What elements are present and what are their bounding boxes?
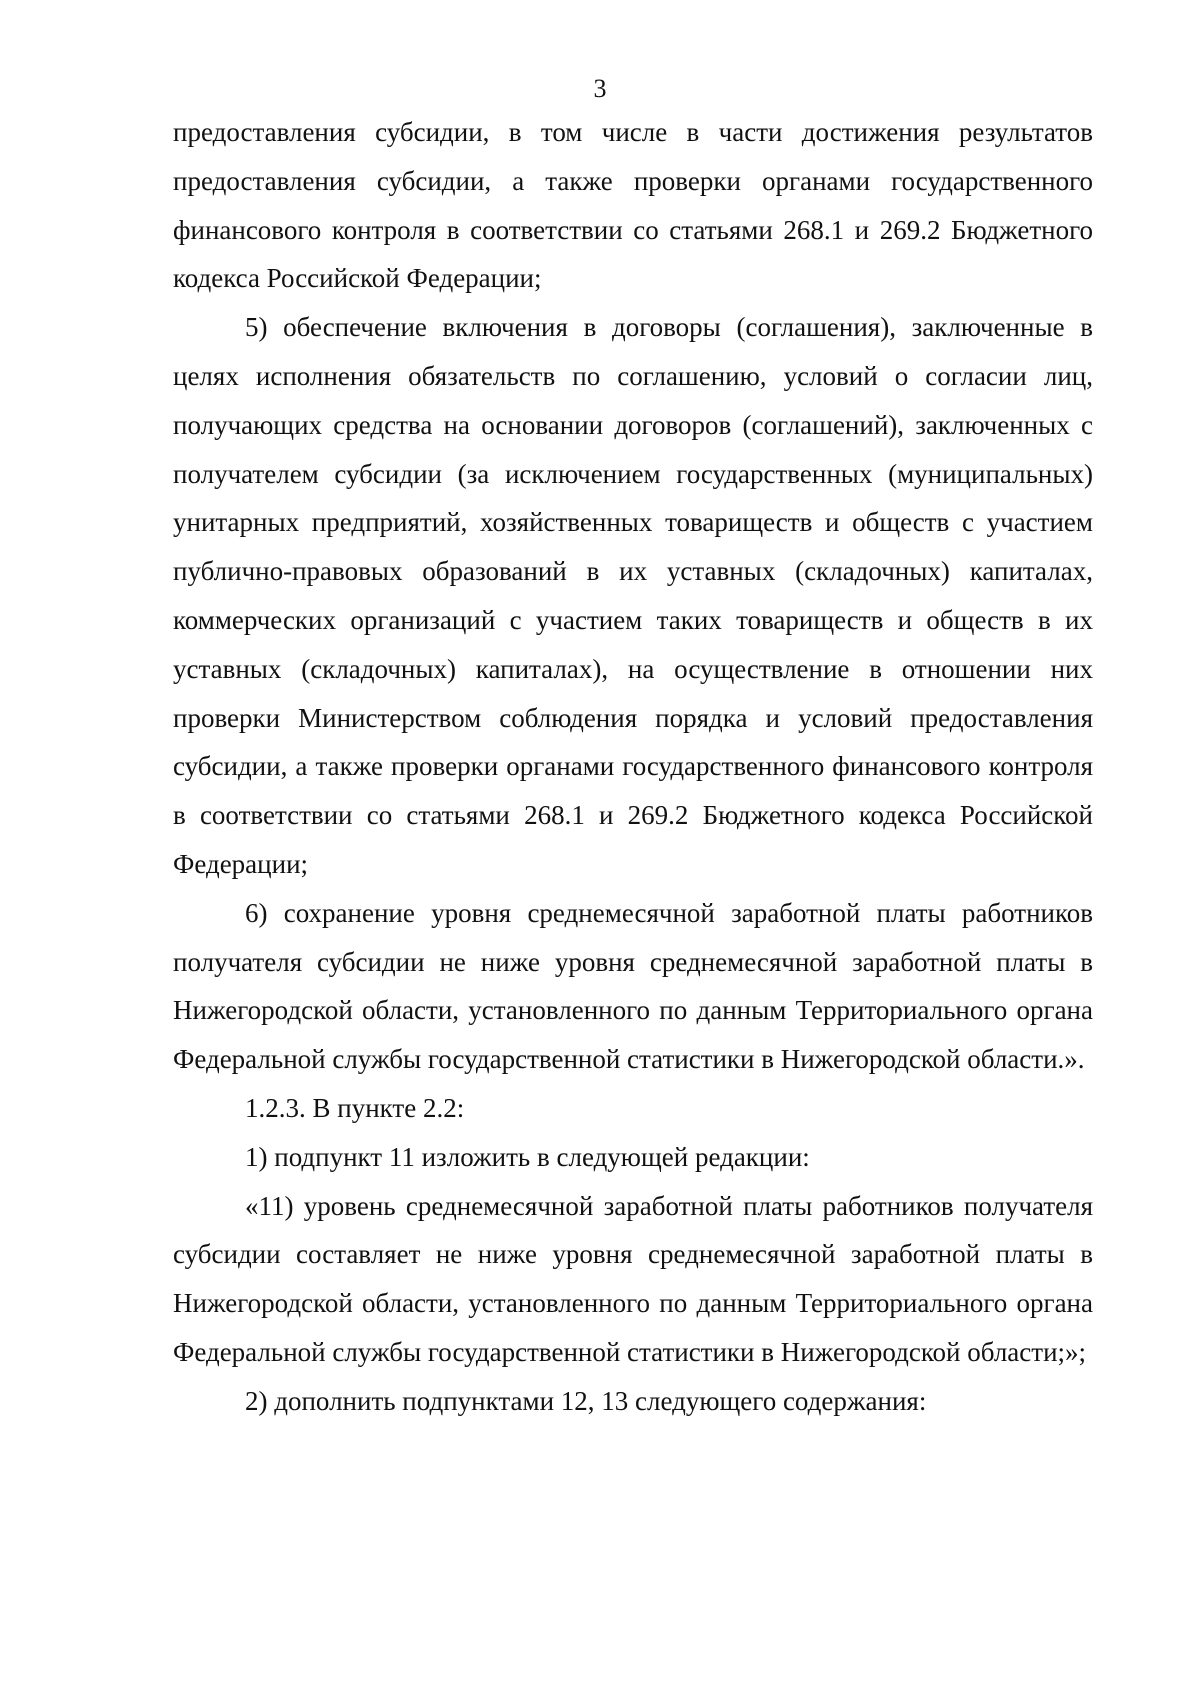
paragraph-quoted-item-11: «11) уровень среднемесячной заработной платы работников получателя субсидии составляет не ниже уровня среднемесячной заработной платы в Нижегородской области, установленного по данным Территориального органа Федеральной службы государственной статистики в Нижегородской области;»; — [173, 1190, 1093, 1367]
page-number: 3 — [593, 74, 607, 103]
paragraph-subitem-2: 2) дополнить подпунктами 12, 13 следующего содержания: — [245, 1385, 927, 1416]
paragraph-clause-1-2-3: 1.2.3. В пункте 2.2: — [245, 1092, 465, 1123]
document-body — [173, 108, 1093, 1426]
paragraph-subitem-1: 1) подпункт 11 изложить в следующей редакции: — [245, 1141, 810, 1172]
paragraph-continuation: предоставления субсидии, в том числе в части достижения результатов предоставления субсидии, а также проверки органами государственного финансового контроля в соответствии со статьями 268.1 и 269.2 Бюджетного кодекса Российской Федерации; — [173, 117, 1093, 294]
paragraph-item-6: 6) сохранение уровня среднемесячной заработной платы работников получателя субсидии не ниже уровня среднемесячной заработной платы в Нижегородской области, установленного по данным Территориального органа Федеральной службы государственной статистики в Нижегородской области.». — [173, 897, 1093, 1075]
paragraph-item-5: 5) обеспечение включения в договоры (соглашения), заключенные в целях исполнения обязательств по соглашению, условий о согласии лиц, получающих средства на основании договоров (соглашений), заключенных с получателем субсидии (за исключением государственных (муниципальных) унитарных предприятий, хозяйственных товариществ и обществ с участием публично-правовых образований в их уставных (складочных) капиталах, коммерческих организаций с участием таких товариществ и обществ в их уставных (складочных) капиталах), на осуществление в отношении них проверки Министерством соблюдения порядка и условий предоставления субсидии, а также проверки органами государственного финансового контроля в соответствии со статьями 268.1 и 269.2 Бюджетного кодекса Российской Федерации; — [173, 312, 1093, 879]
